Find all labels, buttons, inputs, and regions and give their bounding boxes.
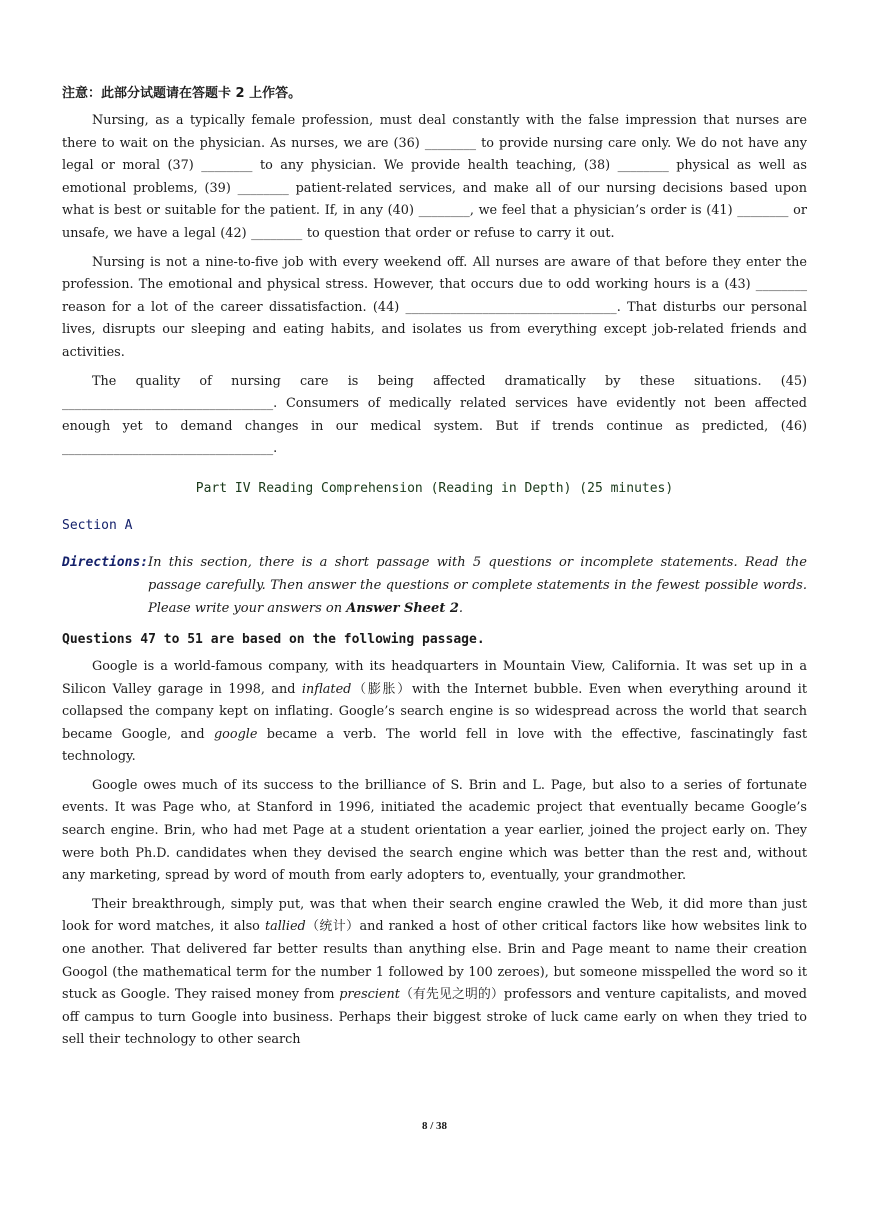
directions-text: In this section, there is a short passage with 5 questions or incomplete statements. Read the passage carefully. Then answer the questions or complete statements in the fewest possible words. Please write your answers on Answer Sheet 2.	[148, 554, 807, 616]
directions-label: Directions:	[62, 554, 149, 570]
section-heading: Section A	[62, 517, 133, 533]
passage-paragraph: Google owes much of its success to the brilliance of S. Brin and L. Page, but also to a series of fortunate events. It was Page who, at Stanford in 1996, initiated the academic project that eventually became Google’s search engine. Brin, who had met Page at a student orientation a year earlier, joined the project early on. They were both Ph.D. candidates when they devised the search engine which was better than the rest and, without any marketing, spread by word of mouth from early adopters to, eventually, your grandmother.	[62, 777, 807, 884]
glossed-word: inflated	[301, 681, 352, 697]
directions-block	[62, 551, 807, 620]
document-page	[62, 84, 807, 1058]
part-title: Part IV Reading Comprehension (Reading in Depth) (25 minutes)	[195, 480, 674, 496]
passage-paragraph: Their breakthrough, simply put, was that when their search engine crawled the Web, it did more than just look for word matches, it also tallied（统计）and ranked a host of other critical factors like how websites link to one another. That delivered far better results than anything else. Brin and Page meant to name their creation Googol (the mathematical term for the number 1 followed by 100 zeroes), but someone misspelled the word so it stuck as Google. They raised money from prescient（有先见之明的）professors and venture capitalists, and moved off campus to turn Google into business. Perhaps their biggest stroke of luck came early on when they tried to sell their technology to other search	[62, 896, 807, 1048]
passage-paragraph: Nursing is not a nine-to-five job with every weekend off. All nurses are aware of that before they enter the profession. The emotional and physical stress. However, that occurs due to odd working hours is a (43) ________ reason for a lot of the career dissatisfaction. (44) _________________________________. That disturbs our personal lives, disrupts our sleeping and eating habits, and isolates us from everything except job-related friends and activities.	[62, 254, 807, 360]
page-number: 8 / 38	[421, 1120, 448, 1132]
passage-paragraph: Nursing, as a typically female profession, must deal constantly with the false impression that nurses are there to wait on the physician. As nurses, we are (36) ________ to provide nursing care only. We do not have any legal or moral (37) ________ to any physician. We provide health teaching, (38) ________ physical as well as emotional problems, (39) ________ patient-related services, and make all of our nursing decisions based upon what is best or suitable for the patient. If, in any (40) ________, we feel that a physician’s order is (41) ________ or unsafe, we have a legal (42) ________ to question that order or refuse to carry it out.	[62, 113, 807, 241]
answer-sheet-ref: Answer Sheet 2	[346, 600, 459, 616]
glossed-word: tallied	[264, 919, 306, 935]
glossed-word: prescient	[339, 987, 400, 1003]
passage-paragraph: Google is a world-famous company, with its headquarters in Mountain View, California. It was set up in a Silicon Valley garage in 1998, and inflated（膨胀）with the Internet bubble. Even when everything around it collapsed the company kept on inflating. Google’s search engine is so widespread across the world that search became Google, and google became a verb. The world fell in love with the effective, fascinatingly fast technology.	[62, 658, 808, 765]
answer-sheet-note: 注意：此部分试题请在答题卡 2 上作答。	[62, 86, 302, 101]
passage-paragraph: The quality of nursing care is being affected dramatically by these situations. (45) _________________________________. Consumers of medically related services have evidently not been affected enough yet to demand changes in our medical system. But if trends continue as predicted, (46) _________________________________.	[62, 373, 807, 457]
glossed-word: google	[213, 726, 258, 742]
questions-heading: Questions 47 to 51 are based on the following passage.	[62, 631, 485, 647]
